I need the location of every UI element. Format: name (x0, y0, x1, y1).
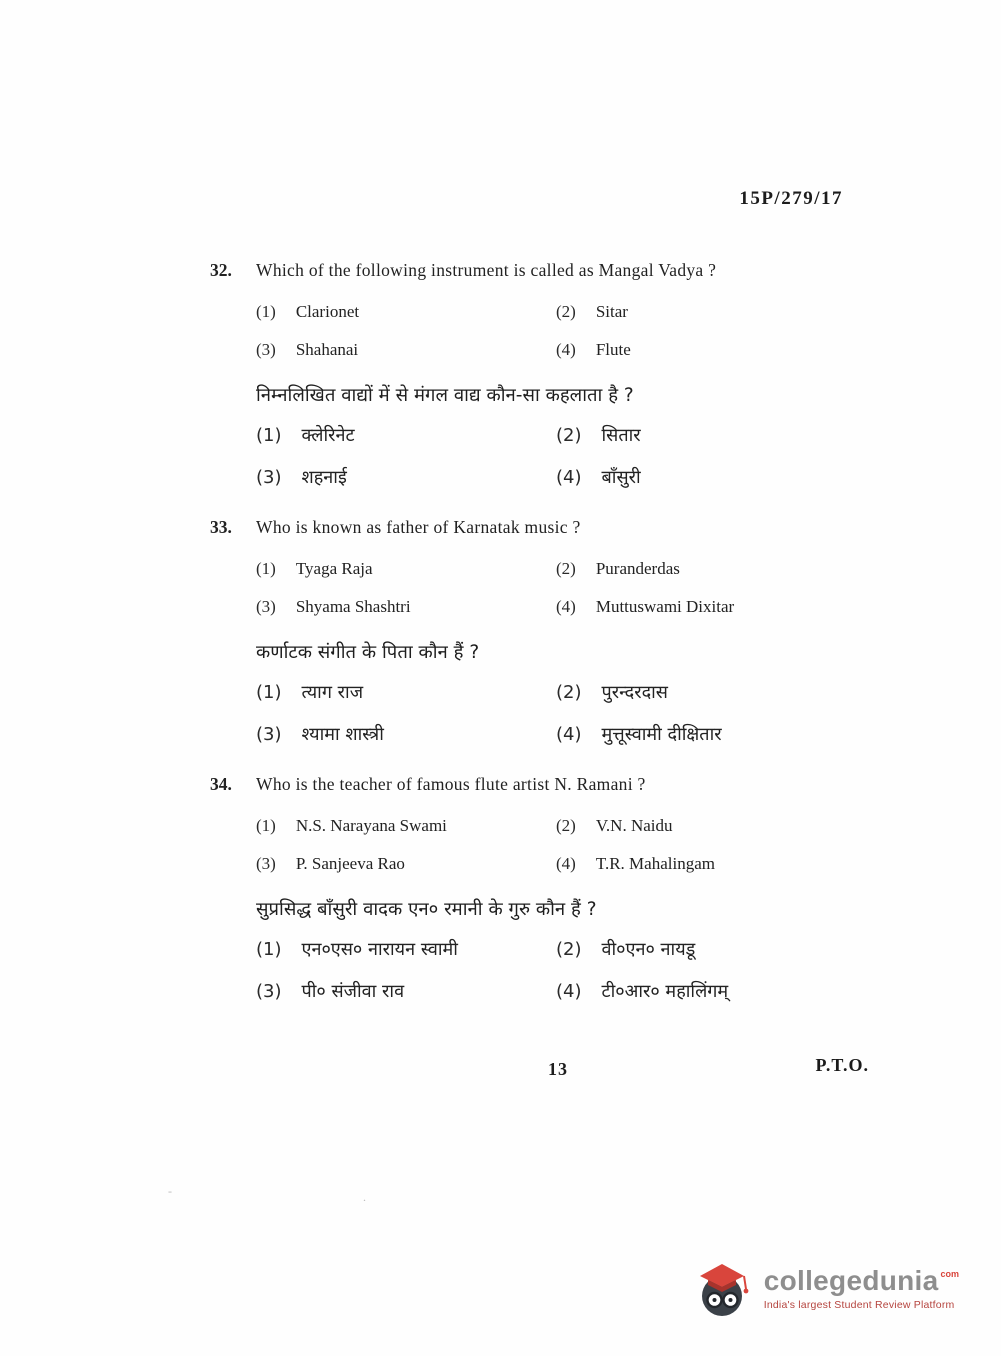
option-label: (3) (256, 724, 282, 745)
option-text: टी०आर० महालिंगम् (601, 981, 729, 1002)
option-text: मुत्तूस्वामी दीक्षितार (601, 724, 722, 745)
option-text: सितार (601, 425, 641, 446)
option (256, 465, 556, 491)
option-label: (3) (256, 340, 276, 359)
option (256, 979, 556, 1005)
option-label: (4) (556, 981, 582, 1002)
option (256, 596, 556, 618)
paper-code: 15P/279/17 (739, 188, 843, 209)
options-hindi (256, 680, 860, 748)
option-text: Shahanai (295, 340, 359, 359)
options-hindi (256, 423, 860, 491)
option-label: (1) (256, 816, 276, 835)
option (256, 558, 556, 580)
option-text: पी० संजीवा राव (301, 981, 405, 1002)
brand-wordmark-row (764, 1266, 959, 1296)
option-text: Tyaga Raja (295, 559, 373, 578)
option-text: T.R. Mahalingam (595, 854, 715, 873)
option-label: (1) (256, 302, 276, 321)
brand-tld: com (940, 1268, 959, 1279)
option (556, 937, 860, 963)
option-label: (1) (256, 682, 282, 703)
question-text-english: Who is known as father of Karnatak music ? (256, 517, 581, 537)
option-label: (2) (556, 425, 582, 446)
question-text-hindi: सुप्रसिद्ध बाँसुरी वादक एन० रमानी के गुरु कौन हैं ? (256, 899, 597, 920)
option-text: V.N. Naidu (595, 816, 673, 835)
question-text-english: Which of the following instrument is called as Mangal Vadya ? (256, 260, 717, 280)
brand-wordmark: collegedunia (763, 1264, 939, 1296)
option-label: (4) (556, 724, 582, 745)
option (556, 301, 860, 323)
option-label: (1) (256, 425, 282, 446)
question-text-english: Who is the teacher of famous flute artist N. Ramani ? (256, 774, 646, 794)
option (556, 722, 860, 748)
option (256, 937, 556, 963)
option (256, 339, 556, 361)
option-text: एन०एस० नारायन स्वामी (301, 939, 458, 960)
page-number: 13 (548, 1059, 568, 1079)
option-label: (4) (556, 467, 582, 488)
option-label: (2) (556, 682, 582, 703)
option-text: श्यामा शास्त्री (301, 724, 384, 745)
options-english (256, 301, 860, 361)
option-text: पुरन्दरदास (601, 682, 668, 703)
brand-tagline: India's largest Student Review Platform (763, 1298, 955, 1311)
option-label: (3) (256, 981, 282, 1002)
option (556, 979, 860, 1005)
question-34 (210, 774, 860, 1005)
question-heading (210, 517, 860, 538)
option-label: (2) (556, 939, 582, 960)
option (256, 722, 556, 748)
question-number: 33. (210, 517, 232, 537)
questions-area (210, 260, 860, 1031)
option-text: Puranderdas (595, 559, 680, 578)
option-label: (1) (256, 939, 282, 960)
option-text: क्लेरिनेट (301, 425, 355, 446)
option-text: P. Sanjeeva Rao (295, 854, 405, 873)
option-label: (4) (556, 340, 576, 359)
collegedunia-mascot-icon (694, 1256, 752, 1320)
scan-artifact: . (363, 1190, 366, 1204)
option-label: (2) (556, 302, 576, 321)
question-heading (210, 774, 860, 795)
option (556, 339, 860, 361)
option-text: Muttuswami Dixitar (595, 597, 735, 616)
option-text: N.S. Narayana Swami (295, 816, 447, 835)
option-text: Clarionet (295, 302, 360, 321)
question-text-hindi: कर्णाटक संगीत के पिता कौन हैं ? (256, 642, 480, 663)
question-heading (210, 260, 860, 281)
options-hindi (256, 937, 860, 1005)
option (256, 853, 556, 875)
option-text: बाँसुरी (601, 467, 641, 488)
option-label: (4) (556, 854, 576, 873)
option (256, 301, 556, 323)
brand-text (764, 1266, 959, 1311)
option (256, 680, 556, 706)
scan-artifact: - (168, 1184, 172, 1198)
collegedunia-logo (694, 1256, 959, 1320)
question-number: 34. (210, 774, 232, 794)
options-english (256, 558, 860, 618)
option-label: (1) (256, 559, 276, 578)
question-text-hindi: निम्नलिखित वाद्यों में से मंगल वाद्य कौन-सा कहलाता है ? (256, 385, 634, 406)
option-label: (3) (256, 854, 276, 873)
option-label: (2) (556, 559, 576, 578)
page-footer (0, 1055, 1001, 1085)
question-number: 32. (210, 260, 232, 280)
option-text: त्याग राज (301, 682, 364, 703)
option-label: (3) (256, 467, 282, 488)
question-32 (210, 260, 860, 491)
options-english (256, 815, 860, 875)
option-text: Flute (595, 340, 631, 359)
option (556, 423, 860, 449)
option-text: शहनाई (301, 467, 347, 488)
option (556, 596, 860, 618)
option-label: (2) (556, 816, 576, 835)
question-33 (210, 517, 860, 748)
option-text: वी०एन० नायडू (601, 939, 696, 960)
option (556, 815, 860, 837)
option-text: Sitar (595, 302, 628, 321)
option-text: Shyama Shashtri (295, 597, 411, 616)
option (556, 558, 860, 580)
option (256, 423, 556, 449)
option (556, 465, 860, 491)
option (556, 680, 860, 706)
option (556, 853, 860, 875)
option-label: (3) (256, 597, 276, 616)
pto-label: P.T.O. (815, 1055, 869, 1075)
option (256, 815, 556, 837)
option-label: (4) (556, 597, 576, 616)
